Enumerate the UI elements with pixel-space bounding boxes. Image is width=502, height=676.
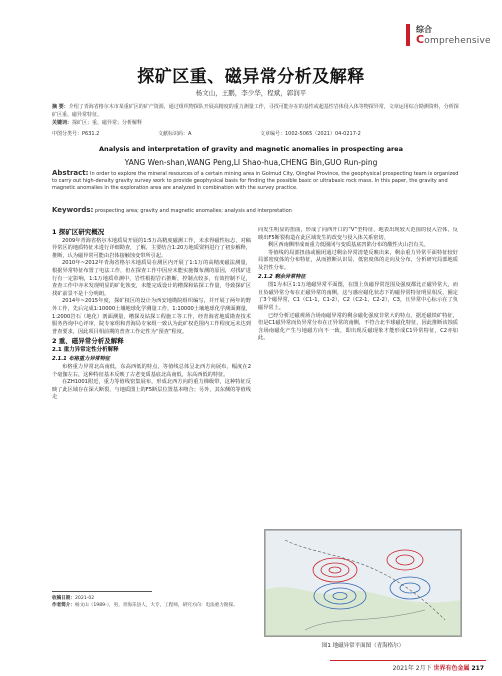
authors-en: YANG Wen-shan,WANG Peng,LI Shao-hua,CHENG Bin,GUO Run-ping xyxy=(124,158,378,167)
body-left-column xyxy=(52,227,251,587)
abstract-en-label: Abstract: xyxy=(52,169,89,177)
paragraph: 2009年青海省格尔木地质局开展的1:5万高精度磁测工作，未求得磁性标志，对稿异常区的地质特征未进行详细勘查，了解，主要结合1:20万地质资料进行了初步解释，推断，认为磁异常可能由岩体接触蚀变带所引起。 xyxy=(52,237,251,259)
abstract-zh-text: 介绍了青海省格尔木市某重矿区的矿产资源，通过组织物探队开展高精度的重力测量工作，寻找可能存在的基性或超基性岩体侵入体等物探异常，文章运用综合勘测资料，分析探矿区重、磁异常特征。 xyxy=(52,104,459,118)
section-tag xyxy=(406,24,491,46)
authors-zh: 杨文山，王鹏，李少华，程斌，郭润平 xyxy=(195,89,307,97)
section-tag-rest: omprehensive xyxy=(424,36,491,46)
footnote xyxy=(52,595,251,609)
page-number: 217 xyxy=(471,665,484,672)
section-tag-bar xyxy=(406,24,410,46)
paragraph: 布格重力异常北高南低，东高西低的特点，等值线总体呈北西方向展布，幅度在2个毫伽左右，这种特征基本反映了古老变质基底北高南低，东高西低的特征。 xyxy=(52,364,251,378)
section-tag-initial: C xyxy=(416,33,425,46)
paragraph: 向发生明显的扭曲，形成了向西开口的“V”型特征，地表出现较大范围的侵入岩体，反映出F5断裂构造在此区域发生的改变与侵入体关系密切。 xyxy=(258,227,458,241)
section-2-1-2-heading: 2.1.2 剩余异常特征 xyxy=(258,273,306,280)
page-footer xyxy=(393,663,484,672)
keywords-en xyxy=(52,206,460,214)
footer-rule xyxy=(330,660,486,661)
section-2-heading: 2 重、磁异常分析及解释 xyxy=(52,337,124,346)
received-label: 收稿日期： xyxy=(52,596,75,601)
footer-magazine: 世界有色金属 xyxy=(433,665,470,672)
keywords-en-text: prospecting area; gravity and magnetic anomalies; analysis and interpretation xyxy=(94,208,292,214)
article-title-zh: 探矿区重、磁异常分析及解释 xyxy=(137,67,365,87)
paragraph: 等值线的局部扭曲或圈闭通过剩余异常清楚反映出来，剩余重力异常平面特征较好局部密度体的分布特征，从而推断认识局，低密度体的走向及分布，分析研究局部地质及岩性分布。 xyxy=(258,249,458,271)
paragraph: 在ZH1001附近，重力等值线密集展布，形成北西方向的重力梯级带，这种特征反映了此区域存在深大断裂，与地质图上的F5断层位置基本吻合；另外，其东侧的等值线走 xyxy=(52,379,251,401)
abstract-en xyxy=(52,170,460,191)
section-2-1-heading: 2.1 重力异常定性分析解释 xyxy=(52,346,119,353)
paragraph: 图1为本区1:1万地磁异常平面图，在图上负磁异常范围及强度都比正磁异常大，而且负磁异常分布在正磁异常的南侧，这与感应磁化状态下的磁异常特征明显相反，圈定了3个磁异常，C1（C1-1，C1-2），C2（C2-1，C2-2），C3，且异常中心标示在了负磁异常上。 xyxy=(258,282,458,311)
magnetic-anomaly-map xyxy=(265,530,461,636)
document-code: 文献标识码：A xyxy=(158,131,192,137)
paragraph: 剩区西南侧形成而重力低圈闭与变质基底凹陷分布的酸性火山岩有关。 xyxy=(268,242,429,249)
body-right-column xyxy=(258,227,458,527)
section-2-1-1-heading: 2.1.1 布格重力异常特征 xyxy=(52,355,111,362)
received-date: 2021-02 xyxy=(74,596,95,601)
figure-1-caption: 图1 地磁异常平面图（青海格尔） xyxy=(321,643,405,649)
footnote-rule xyxy=(52,591,152,592)
abstract-zh-label: 摘 要： xyxy=(52,104,69,110)
author-bio: 杨文山（1989-），男，青海乐县人，大专，工程师，研究方向：电法重力勘探。 xyxy=(74,603,238,608)
abstract-en-text: In order to explore the mineral resources of a certain mining area in Golmud City, Qinghai Province, the geophysical prospecting team is organized to carry out high-density gravity survey work to provide geophysical basis for finding the possible basic or ultrabasic rock mass. In this paper, the gravity and magnetic anomalies in the exploration area are analyzed in combination with the survey practice. xyxy=(52,171,459,191)
keywords-zh-text: 探矿区；重、磁异常；分析解释 xyxy=(72,120,143,126)
clc-number: 中图分类号：P631.2 xyxy=(52,131,100,137)
paragraph: 已经分析过磁观场合场南磁异常的剩余磁化强度非常大的特点，据近磁铁矿特征，但是C1磁异常而负异常分布在正异常的南侧，不符合北半球磁化特征，因此推断该蚀质含场南磁化产生与地磁方向不一致，即出现反磁现象才能形成C1异常特征，C2亦如此。 xyxy=(258,312,458,342)
author-bio-label: 作者简介： xyxy=(52,603,75,608)
abstract-zh xyxy=(52,103,460,127)
figure-1-magnetic-map xyxy=(264,529,462,637)
section-1-heading: 1 探矿区研究概况 xyxy=(52,228,105,236)
keywords-en-label: Keywords: xyxy=(52,206,94,214)
paragraph: 2014年~2015年度，探矿权区的设计为西安地勘院组织编写，并开展了两年的野外工作，先后完成1:10000土壤地球化学测量工作，1:10000土壤地球化学测面测量，1:2000岩石（地化）剖面测量，槽探及钻探工程施工等工作，经青海省地质勘查技术服务咨询中心评审，院专家组和青海局专家组一致认为此矿权范围内工作程度远未达到普查要求，因此项目相前期的普查工作定性为“预查”程度。 xyxy=(52,298,251,335)
footer-issue: 2021年 2月下 xyxy=(392,665,432,672)
article-number: 文章编号：1002-5065（2021）04-0217-2 xyxy=(260,131,361,137)
article-title-en: Analysis and interpretation of gravity and magnetic anomalies in prospecting area xyxy=(99,145,403,153)
section-tag-zh: 综合 xyxy=(416,25,432,34)
paragraph: 2010年~2012年青海省格尔木地质局在测区内开展了1:1万的高精度磁法测量，根据异常特征布置了电法工作，但在探查工作中因应未能实施微布测的原因，对找矿进行有一定影响，1:1万地质草测中，岩性根据岩石推断，控制点较多，有效控制不足，查查工作中亦未发现明显的矿化蚀变，未能完成设计的槽探和钻探工作量，导致探矿区找矿前景不是十分明朗。 xyxy=(52,260,251,297)
section-tag-en xyxy=(416,33,491,46)
keywords-zh-label: 关键词： xyxy=(52,120,73,126)
